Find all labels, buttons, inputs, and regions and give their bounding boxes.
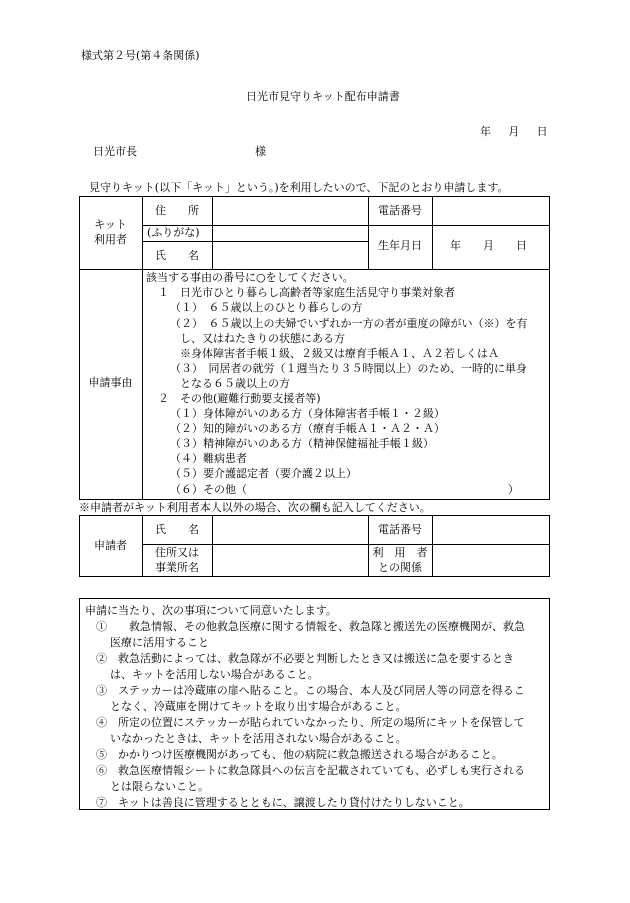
- reason-line: （１） ６５歳以上のひとり暮らしの方: [170, 301, 363, 314]
- applicant-relation-label-1: 利 用 者: [372, 546, 428, 559]
- applicant-address-label-2: 事業所名: [155, 561, 199, 574]
- phone-label: 電話番号: [378, 204, 422, 217]
- address-label: 住 所: [155, 204, 199, 217]
- consent-line: ⑤ かかりつけ医療機関があっても、他の病院に救急搬送される場合があること。: [96, 748, 503, 761]
- reason-line: ※身体障害者手帳１級、２級又は療育手帳Ａ１、Ａ２若しくはＡ: [180, 347, 499, 360]
- reason-line: 該当する事由の番号に○をしてください。: [146, 271, 354, 284]
- applicant-note: ※申請者がキット利用者本人以外の場合、次の欄も記入してください。: [79, 501, 431, 514]
- consent-intro: 申請に当たり、次の事項について同意いたします。: [85, 604, 337, 617]
- reason-line: （４）難病患者: [170, 452, 247, 465]
- consent-line: ⑦ キットは善良に管理するとともに、譲渡したり貸付けたりしないこと。: [96, 796, 470, 809]
- intro-text: 見守りキット(以下「キット」という。)を利用したいので、下記のとおり申請します。: [89, 181, 509, 194]
- addressee-honorific: 様: [255, 145, 266, 158]
- consent-line: となく、冷蔵庫を開けてキットを取り出す場合があること。: [110, 700, 407, 713]
- applicant-name-label: 氏 名: [155, 523, 199, 536]
- reason-line: （２）知的障がいのある方（療育手帳Ａ１・Ａ２・Ａ）: [170, 422, 445, 435]
- reason-line: （２） ６５歳以上の夫婦でいずれか一方の者が重度の障がい（※）を有: [170, 317, 528, 330]
- furigana-label: (ふりがな): [147, 226, 200, 239]
- consent-line: ① 救急情報、その他救急医療に関する情報を、救急隊と搬送先の医療機関が、救急: [96, 620, 525, 633]
- page-title: 日光市見守りキット配布申請書: [246, 90, 400, 103]
- consent-line: いなかったときは、キットを活用されない場合があること。: [110, 732, 407, 745]
- consent-line: ⑥ 救急医療情報シートに救急隊員への伝言を記載されていても、必ずしも実行される: [96, 764, 525, 777]
- reason-label: 申請事由: [88, 376, 133, 389]
- reason-line: （１）身体障がいのある方（身体障害者手帳１・２級）: [170, 407, 445, 420]
- consent-line: は、キットを活用しない場合があること。: [110, 668, 319, 681]
- reason-line: （５）要介護認定者（要介護２以上）: [170, 467, 357, 480]
- consent-line: とは限らないこと。: [110, 780, 209, 793]
- name-label: 氏 名: [155, 249, 199, 262]
- applicant-address-label-1: 住所又は: [155, 546, 199, 559]
- reason-line: ２ その他(避難行動要支援者等): [158, 392, 321, 405]
- reason-line-close: ）: [508, 483, 519, 496]
- birthdate-label: 生年月日: [378, 239, 422, 252]
- reason-line: （３） 同居者の就労（１週当たり３５時間以上）のため、一時的に単身: [170, 362, 528, 375]
- applicant-phone-label: 電話番号: [378, 523, 422, 536]
- applicant-label: 申請者: [94, 539, 127, 552]
- reason-line: し、又はねたきりの状態にある方: [180, 332, 345, 345]
- date-line: 年 月 日: [480, 125, 546, 138]
- addressee-name: 日光市長: [93, 145, 137, 158]
- reason-line: となる６５歳以上の方: [180, 377, 290, 390]
- reason-line: （３）精神障がいのある方（精神保健福祉手帳１級）: [170, 437, 434, 450]
- applicant-relation-label-2: との関係: [378, 561, 422, 574]
- consent-line: ② 救急活動によっては、救急隊が不必要と判断したとき又は搬送に急を要するとき: [96, 652, 514, 665]
- kit-user-label-2: 利用者: [94, 233, 127, 246]
- form-number: 様式第２号(第４条関係): [81, 49, 200, 62]
- consent-line: 医療に活用すること: [110, 636, 209, 649]
- consent-line: ④ 所定の位置にステッカーが貼られていなかったり、所定の場所にキットを保管して: [96, 716, 525, 729]
- reason-line: （６）その他（: [170, 483, 247, 496]
- birthdate-value: 年 月 日: [450, 239, 527, 252]
- reason-line: １ 日光市ひとり暮らし高齢者等家庭生活見守り事業対象者: [158, 286, 455, 299]
- kit-user-label-1: キット: [94, 218, 127, 231]
- consent-line: ③ ステッカーは冷蔵庫の扉へ貼ること。この場合、本人及び同居人等の同意を得るこ: [96, 684, 525, 697]
